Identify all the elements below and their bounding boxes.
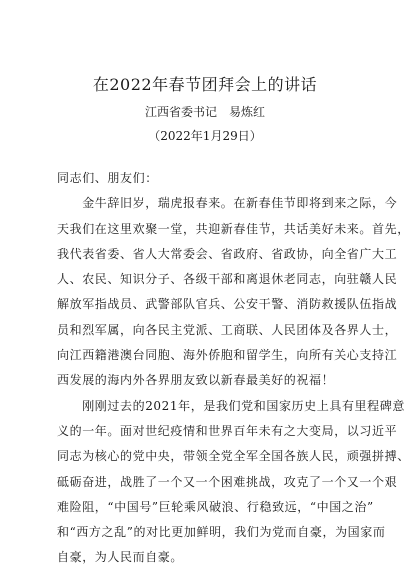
speech-body	[57, 166, 410, 571]
body-line: 义的一年。面对世纪疫情和世界百年未有之大变局，以习近平	[57, 423, 398, 438]
salutation-line: 同志们、朋友们：	[57, 171, 158, 185]
body-line: 难险阻，“中国号”巨轮乘风破浪、行稳致远，“中国之治”	[57, 499, 374, 514]
body-line: 西发展的海内外各界朋友致以新春最美好的祝福！	[57, 373, 335, 388]
body-line: 我代表省委、省人大常委会、省政府、省政协，向全省广大工	[57, 246, 398, 261]
body-line: 刚刚过去的2021年，是我们党和国家历史上具有里程碑意	[57, 398, 405, 413]
body-line: 金牛辞旧岁，瑞虎报春来。在新春佳节即将到来之际，今	[57, 196, 398, 211]
speech-title: 在2022年春节团拜会上的讲话	[92, 75, 318, 94]
body-line: 砥砺奋进，战胜了一个又一个困难挑战，攻克了一个又一个艰	[57, 474, 398, 489]
speaker-byline: 江西省委书记 易炼红	[144, 105, 265, 119]
body-line: 自豪，为人民而自豪。	[57, 550, 184, 565]
body-line: 员和烈军属，向各民主党派、工商联、人民团体及各界人士，	[57, 322, 398, 337]
body-line: 天我们在这里欢聚一堂，共迎新春佳节，共话美好未来。首先，	[57, 221, 410, 236]
body-line: 同志为核心的党中央，带领全党全军全国各族人民，顽强拼搏、	[57, 449, 410, 464]
body-line: 和“西方之乱”的对比更加鲜明，我们为党而自豪，为国家而	[57, 525, 386, 540]
body-line: 解放军指战员、武警部队官兵、公安干警、消防救援队伍指战	[57, 297, 398, 312]
body-line: 向江西籍港澳台同胞、海外侨胞和留学生，向所有关心支持江	[57, 348, 398, 363]
body-line: 人、农民、知识分子、各级干部和离退休老同志，向驻赣人民	[57, 272, 398, 287]
speech-date: （2022年1月29日）	[148, 129, 262, 143]
